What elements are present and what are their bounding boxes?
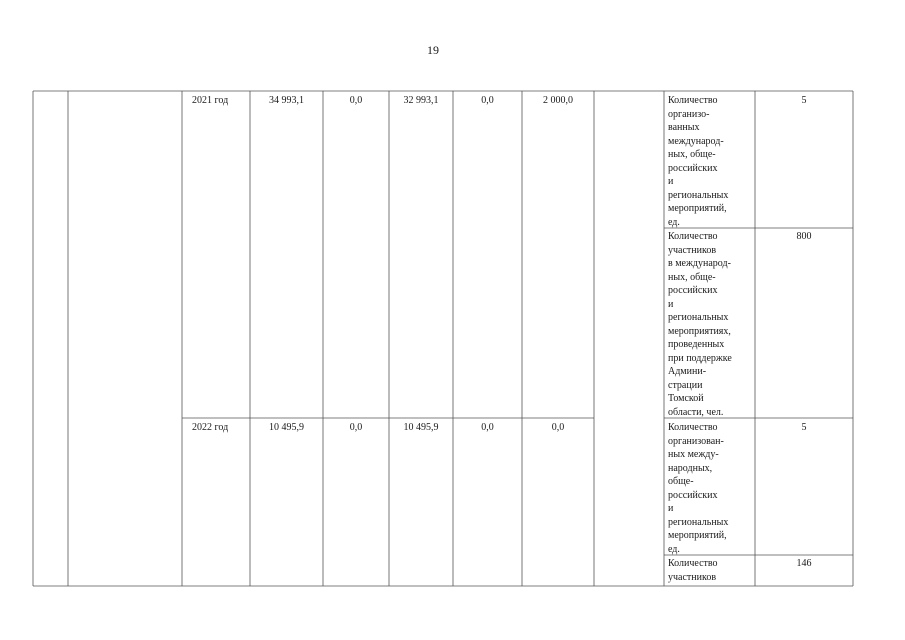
year-cell-2022: 2022 год (192, 422, 229, 433)
indicator-line: ед. (668, 543, 680, 555)
indicator-line: международ- (668, 135, 724, 147)
indicator-line: Количество (668, 558, 718, 569)
indicator-line: области, чел. (668, 406, 724, 418)
indicator-value: 146 (796, 558, 812, 569)
indicator-line: Админи- (668, 366, 707, 377)
regional-cell-2022: 10 495,9 (403, 422, 439, 433)
indicator-line: региональных (668, 312, 729, 323)
indicator-line: ных, обще- (668, 149, 716, 160)
regional-cell-2021: 32 993,1 (403, 95, 439, 106)
indicator-value: 5 (801, 95, 807, 106)
indicator-line: организован- (668, 435, 724, 447)
indicator-name (668, 230, 748, 419)
indicator-line: участников (668, 244, 717, 256)
indicator-line: ных, обще- (668, 271, 716, 283)
page-number: 19 (427, 43, 439, 57)
indicator-line: народных, (668, 462, 713, 474)
indicator-line: Томской (668, 393, 704, 404)
indicator-line: организо- (668, 108, 710, 120)
indicator-line: Количество (668, 422, 718, 433)
indicator-line: российских (668, 285, 718, 296)
indicator-name (668, 94, 748, 229)
indicator-line: ных между- (668, 449, 719, 460)
total-cell-2021: 34 993,1 (269, 95, 304, 106)
indicator-line: и (668, 176, 674, 187)
indicator-value: 5 (801, 422, 807, 433)
federal-cell-2022: 0,0 (349, 422, 363, 433)
other-cell-2022: 0,0 (551, 422, 565, 433)
federal-cell-2021: 0,0 (349, 95, 363, 106)
indicator-line: и (668, 503, 674, 514)
indicator-line: мероприятий, (668, 203, 727, 214)
indicator-name (668, 557, 748, 584)
indicator-line: мероприятий, (668, 530, 727, 541)
local-cell-2021: 0,0 (481, 95, 494, 106)
indicator-line: и (668, 298, 674, 310)
total-cell-2022: 10 495,9 (269, 422, 304, 433)
indicator-line: региональных (668, 516, 729, 528)
indicator-line: российских (668, 162, 718, 174)
indicator-value: 800 (796, 231, 812, 242)
indicator-line: ед. (668, 216, 680, 228)
indicator-line: ванных (668, 122, 700, 133)
indicator-name (668, 421, 748, 556)
indicator-line: российских (668, 489, 718, 501)
indicator-line: Количество (668, 231, 718, 242)
local-cell-2022: 0,0 (481, 422, 494, 433)
indicator-line: мероприятиях, (668, 325, 731, 337)
year-cell-2021: 2021 год (192, 95, 229, 106)
indicator-line: в международ- (668, 258, 731, 269)
indicator-line: участников (668, 571, 717, 583)
indicator-line: страции (668, 379, 703, 391)
indicator-line: проведенных (668, 339, 725, 350)
indicator-line: обще- (668, 476, 694, 487)
indicator-line: региональных (668, 189, 729, 201)
indicator-line: Количество (668, 95, 718, 106)
indicator-line: при поддержке (668, 352, 732, 364)
other-cell-2021: 2 000,0 (543, 95, 573, 106)
